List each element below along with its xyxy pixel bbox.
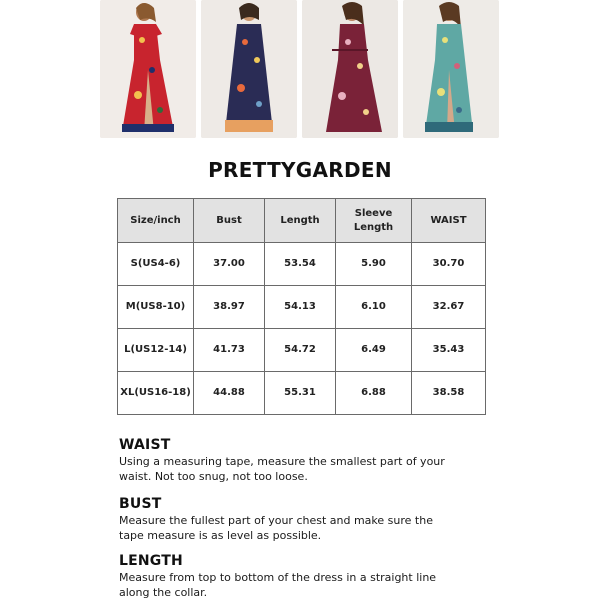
cell-length: 54.13 <box>265 286 336 329</box>
cell-sleeve-length: 6.88 <box>336 372 412 415</box>
dress-model-illustration-red <box>100 0 196 138</box>
guide-bust <box>119 496 449 543</box>
product-photos <box>100 0 500 138</box>
cell-length: 53.54 <box>265 243 336 286</box>
photo-navy-floral-dress <box>201 0 297 138</box>
guide-waist-title: WAIST <box>119 437 171 453</box>
size-chart-table <box>117 198 486 415</box>
cell-bust: 37.00 <box>194 243 265 286</box>
header-bust: Bust <box>194 199 265 243</box>
header-waist: WAIST <box>412 199 486 243</box>
cell-sleeve-length: 5.90 <box>336 243 412 286</box>
cell-length: 54.72 <box>265 329 336 372</box>
table-row <box>118 329 486 372</box>
dress-model-illustration-burgundy <box>302 0 398 138</box>
guide-length <box>119 553 449 600</box>
header-length: Length <box>265 199 336 243</box>
guide-bust-title: BUST <box>119 496 162 512</box>
cell-bust: 38.97 <box>194 286 265 329</box>
cell-size: XL(US16-18) <box>118 372 194 415</box>
cell-waist: 38.58 <box>412 372 486 415</box>
cell-size: S(US4-6) <box>118 243 194 286</box>
brand-title: PRETTYGARDEN <box>208 158 392 182</box>
cell-waist: 35.43 <box>412 329 486 372</box>
guide-bust-text: Measure the fullest part of your chest and make sure the tape measure is as level as possible. <box>119 514 433 542</box>
cell-bust: 41.73 <box>194 329 265 372</box>
guide-waist-text: Using a measuring tape, measure the smallest part of your waist. Not too snug, not too loose. <box>119 455 445 483</box>
table-row <box>118 372 486 415</box>
cell-length: 55.31 <box>265 372 336 415</box>
dress-model-illustration-teal <box>403 0 499 138</box>
guide-length-text: Measure from top to bottom of the dress in a straight line along the collar. <box>119 571 437 599</box>
guide-length-title: LENGTH <box>119 553 183 569</box>
table-header-row <box>118 199 486 243</box>
cell-bust: 44.88 <box>194 372 265 415</box>
cell-size: M(US8-10) <box>118 286 194 329</box>
cell-sleeve-length: 6.10 <box>336 286 412 329</box>
header-sleeve-length: Sleeve Length <box>336 199 412 243</box>
photo-teal-floral-dress <box>403 0 499 138</box>
photo-burgundy-floral-dress <box>302 0 398 138</box>
cell-size: L(US12-14) <box>118 329 194 372</box>
guide-waist <box>119 437 449 484</box>
cell-waist: 32.67 <box>412 286 486 329</box>
table-row <box>118 243 486 286</box>
cell-sleeve-length: 6.49 <box>336 329 412 372</box>
dress-model-illustration-navy <box>201 0 297 138</box>
header-size: Size/inch <box>118 199 194 243</box>
table-row <box>118 286 486 329</box>
photo-red-floral-dress <box>100 0 196 138</box>
cell-waist: 30.70 <box>412 243 486 286</box>
